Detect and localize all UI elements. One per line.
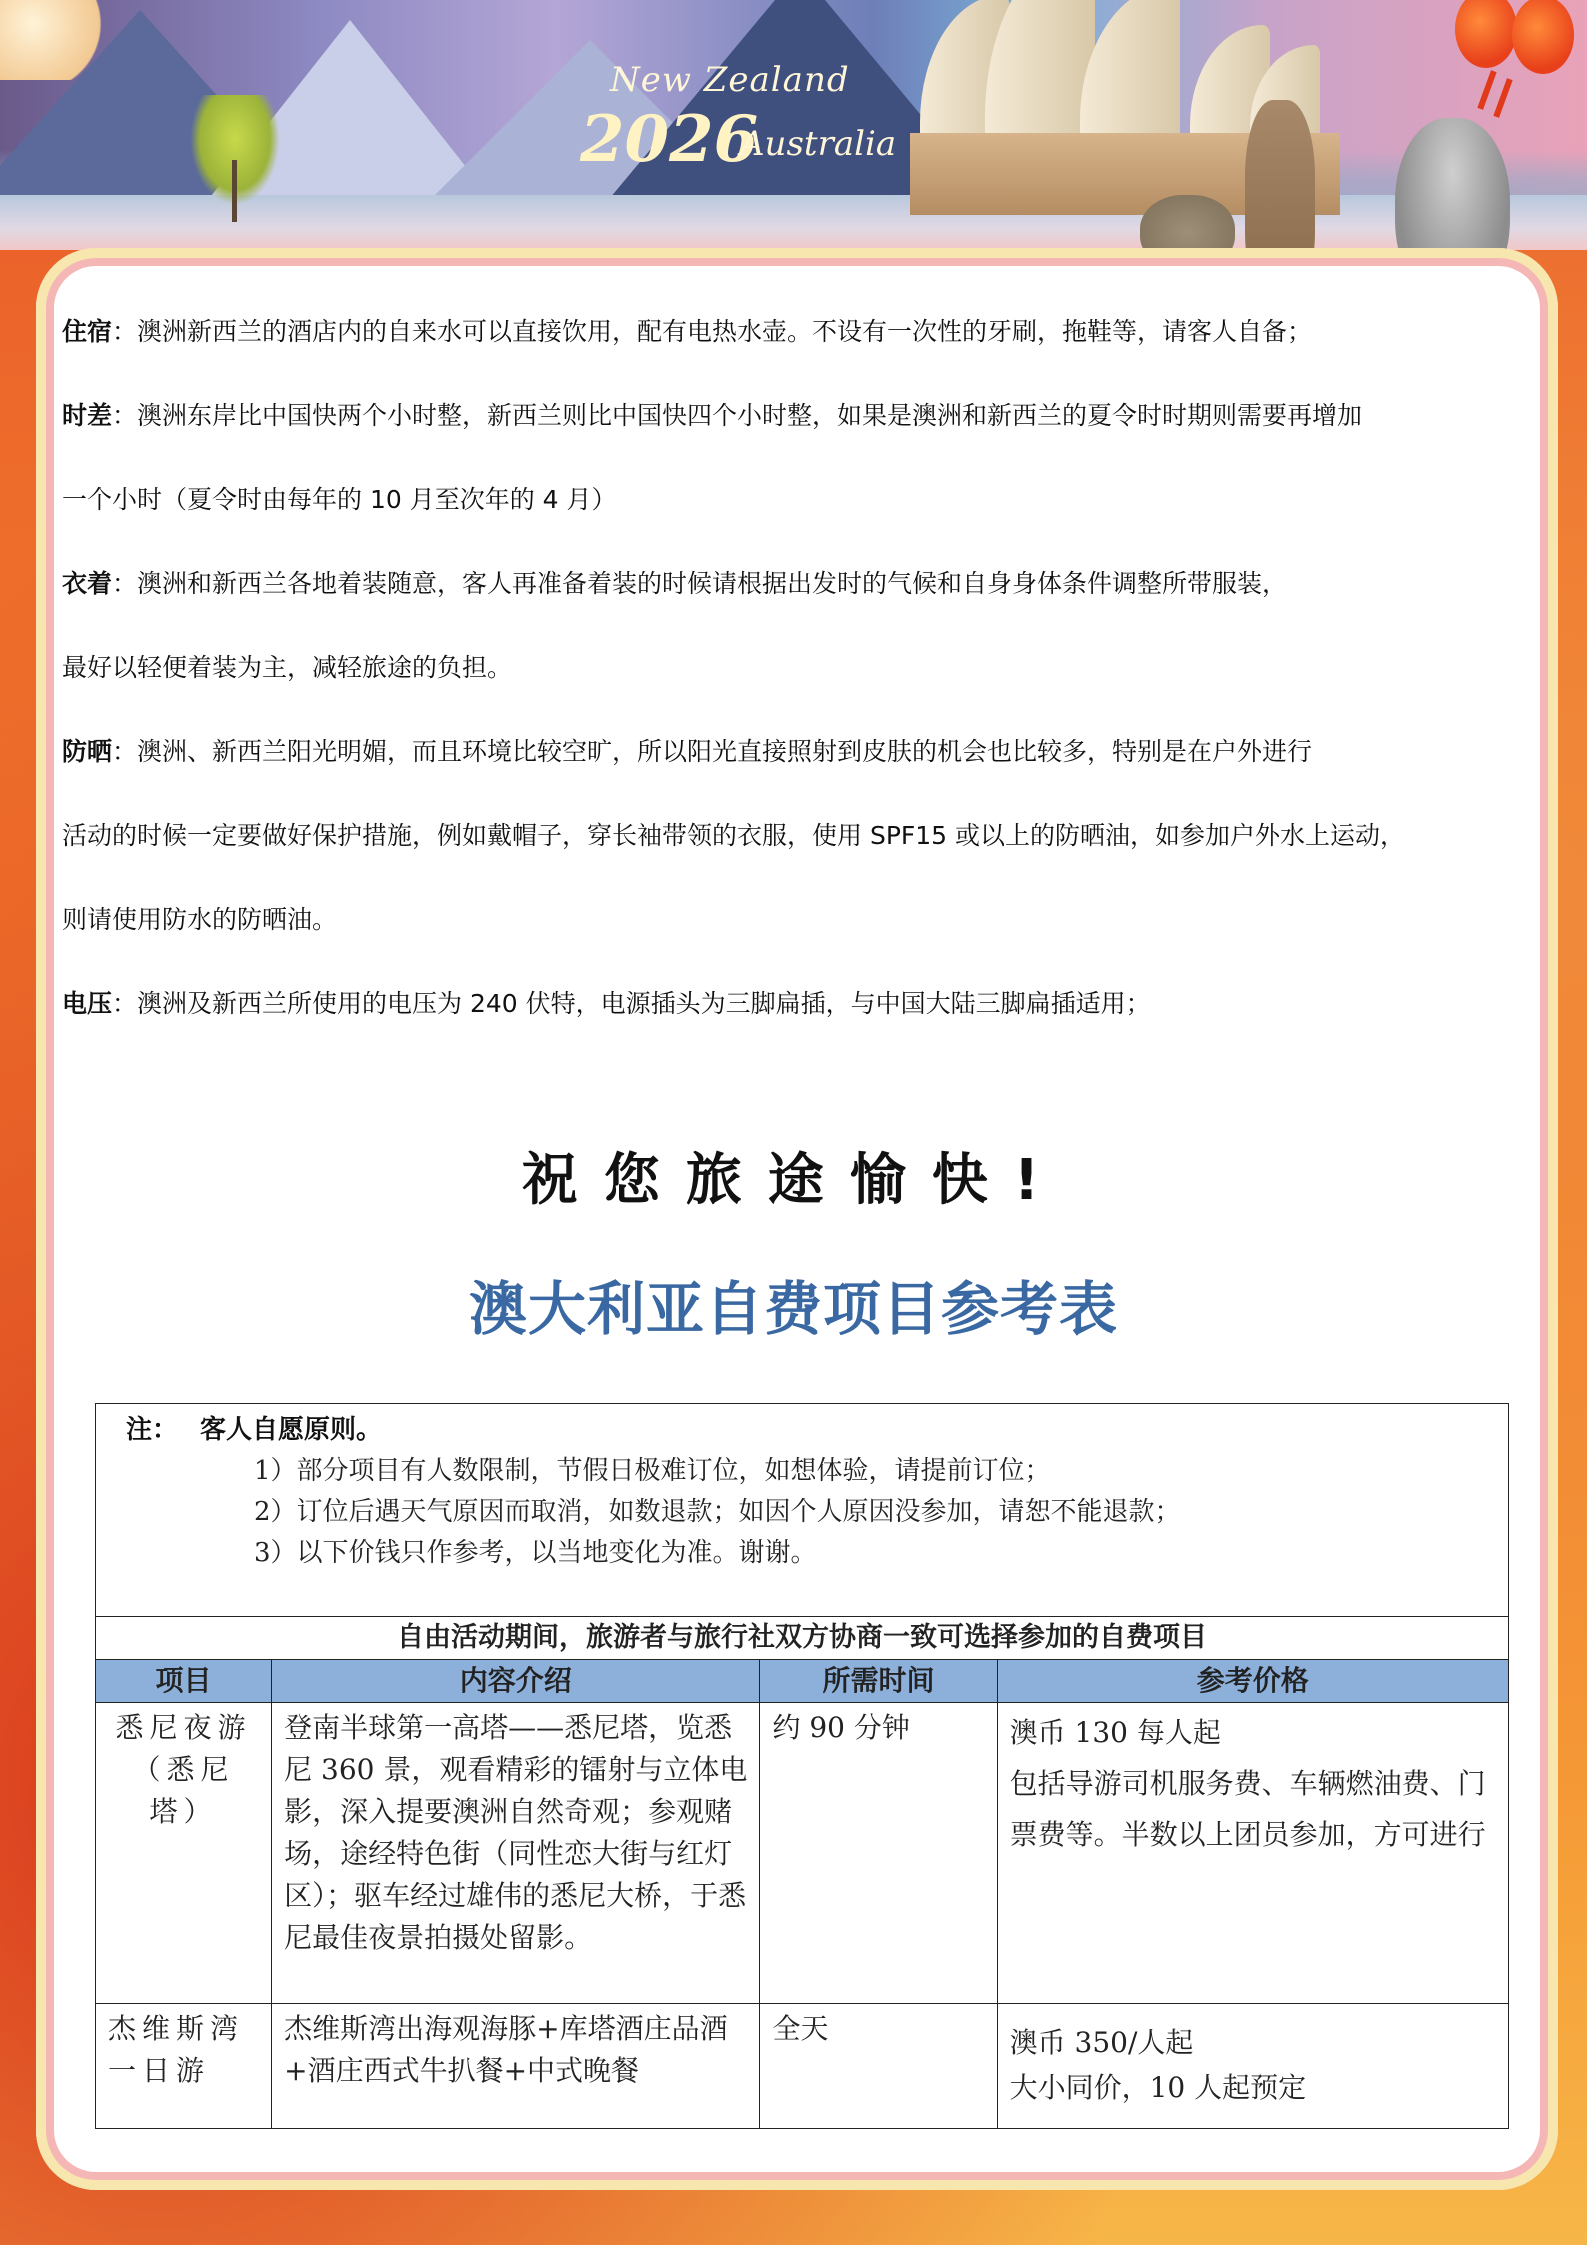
cell-description: 登南半球第一高塔——悉尼塔，览悉尼 360 景，观看精彩的镭射与立体电影，深入提要澳洲自然奇观；参观赌场，途经特色街（同性恋大街与红灯区）；驱车经过雄伟的悉尼大桥，于悉尼最佳夜景拍摄处留影。 bbox=[272, 1703, 760, 2004]
column-header-duration: 所需时间 bbox=[760, 1660, 997, 1703]
price-value: 澳币 350/人起 bbox=[1009, 2026, 1194, 2059]
price-note: 包括导游司机服务费、车辆燃油费、门票费等。半数以上团员参加，方可进行 bbox=[1009, 1767, 1486, 1851]
lantern-icon bbox=[1455, 0, 1517, 68]
tip-time-difference-cont: 一个小时（夏令时由每年的 10 月至次年的 4 月） bbox=[62, 485, 617, 514]
table-row bbox=[96, 1703, 1509, 2004]
cloud-ornament-icon bbox=[0, 0, 110, 80]
cell-item: 悉尼夜游（悉尼塔） bbox=[96, 1703, 272, 2004]
tip-clothing-cont: 最好以轻便着装为主，减轻旅途的负担。 bbox=[62, 653, 513, 682]
travel-tips bbox=[62, 290, 1522, 1046]
header-banner bbox=[0, 0, 1587, 250]
banner-title-au: Australia bbox=[740, 124, 897, 164]
column-header-price: 参考价格 bbox=[997, 1660, 1508, 1703]
greeting-heading: 祝您旅途愉快! bbox=[521, 1148, 1066, 1213]
table-title: 澳大利亚自费项目参考表 bbox=[468, 1275, 1118, 1343]
banner-year: 2026 bbox=[580, 102, 759, 177]
cell-description: 杰维斯湾出海观海豚+库塔酒庄品酒+酒庄西式牛扒餐+中式晚餐 bbox=[272, 2004, 760, 2129]
table-header-row bbox=[96, 1660, 1509, 1703]
cell-price bbox=[997, 2004, 1508, 2129]
tip-voltage: 电压：澳洲及新西兰所使用的电压为 240 伏特，电源插头为三脚扁插，与中国大陆三脚扁插适用； bbox=[62, 989, 1151, 1018]
banner-title bbox=[560, 60, 920, 200]
tip-accommodation: 住宿：澳洲新西兰的酒店内的自来水可以直接饮用，配有电热水壶。不设有一次性的牙刷，拖鞋等，请客人自备； bbox=[62, 317, 1313, 346]
column-header-description: 内容介绍 bbox=[272, 1660, 760, 1703]
tip-time-difference: 时差：澳洲东岸比中国快两个小时整，新西兰则比中国快四个小时整，如果是澳洲和新西兰的夏令时时期则需要再增加 bbox=[62, 401, 1363, 430]
section-header: 自由活动期间，旅游者与旅行社双方协商一致可选择参加的自费项目 bbox=[96, 1617, 1509, 1660]
cell-duration: 全天 bbox=[760, 2004, 997, 2129]
table-row bbox=[96, 2004, 1509, 2129]
price-note: 大小同价，10 人起预定 bbox=[1009, 2071, 1307, 2104]
notes-cell bbox=[96, 1404, 1509, 1617]
notes-heading: 注： 客人自愿原则。 bbox=[126, 1415, 383, 1445]
lantern-icon bbox=[1512, 0, 1574, 74]
banner-title-nz: New Zealand bbox=[610, 60, 850, 100]
cell-duration: 约 90 分钟 bbox=[760, 1703, 997, 2004]
note-item: 1）部分项目有人数限制，节假日极难订位，如想体验，请提前订位； bbox=[254, 1456, 1051, 1486]
cell-item: 杰维斯湾一日游 bbox=[96, 2004, 272, 2129]
tip-clothing: 衣着：澳洲和新西兰各地着装随意，客人再准备着装的时候请根据出发时的气候和自身身体条件调整所带服装， bbox=[62, 569, 1288, 598]
optional-tours-table bbox=[95, 1403, 1509, 2129]
note-item: 3）以下价钱只作参考，以当地变化为准。谢谢。 bbox=[254, 1538, 817, 1568]
tip-sun-protection-cont: 活动的时候一定要做好保护措施，例如戴帽子，穿长袖带领的衣服，使用 SPF15 或以上的防晒油，如参加户外水上运动， bbox=[62, 821, 1406, 850]
lantern-tassel-icon bbox=[1493, 78, 1512, 118]
cell-price bbox=[997, 1703, 1508, 2004]
tree-trunk-illustration bbox=[232, 160, 237, 222]
tip-sun-protection-cont: 则请使用防水的防晒油。 bbox=[62, 905, 338, 934]
lantern-tassel-icon bbox=[1477, 70, 1496, 110]
column-header-item: 项目 bbox=[96, 1660, 272, 1703]
price-value: 澳币 130 每人起 bbox=[1009, 1716, 1221, 1749]
note-item: 2）订位后遇天气原因而取消，如数退款；如因个人原因没参加，请恕不能退款； bbox=[254, 1497, 1181, 1527]
tip-sun-protection: 防晒：澳洲、新西兰阳光明媚，而且环境比较空旷，所以阳光直接照射到皮肤的机会也比较多，特别是在户外进行 bbox=[62, 737, 1313, 766]
